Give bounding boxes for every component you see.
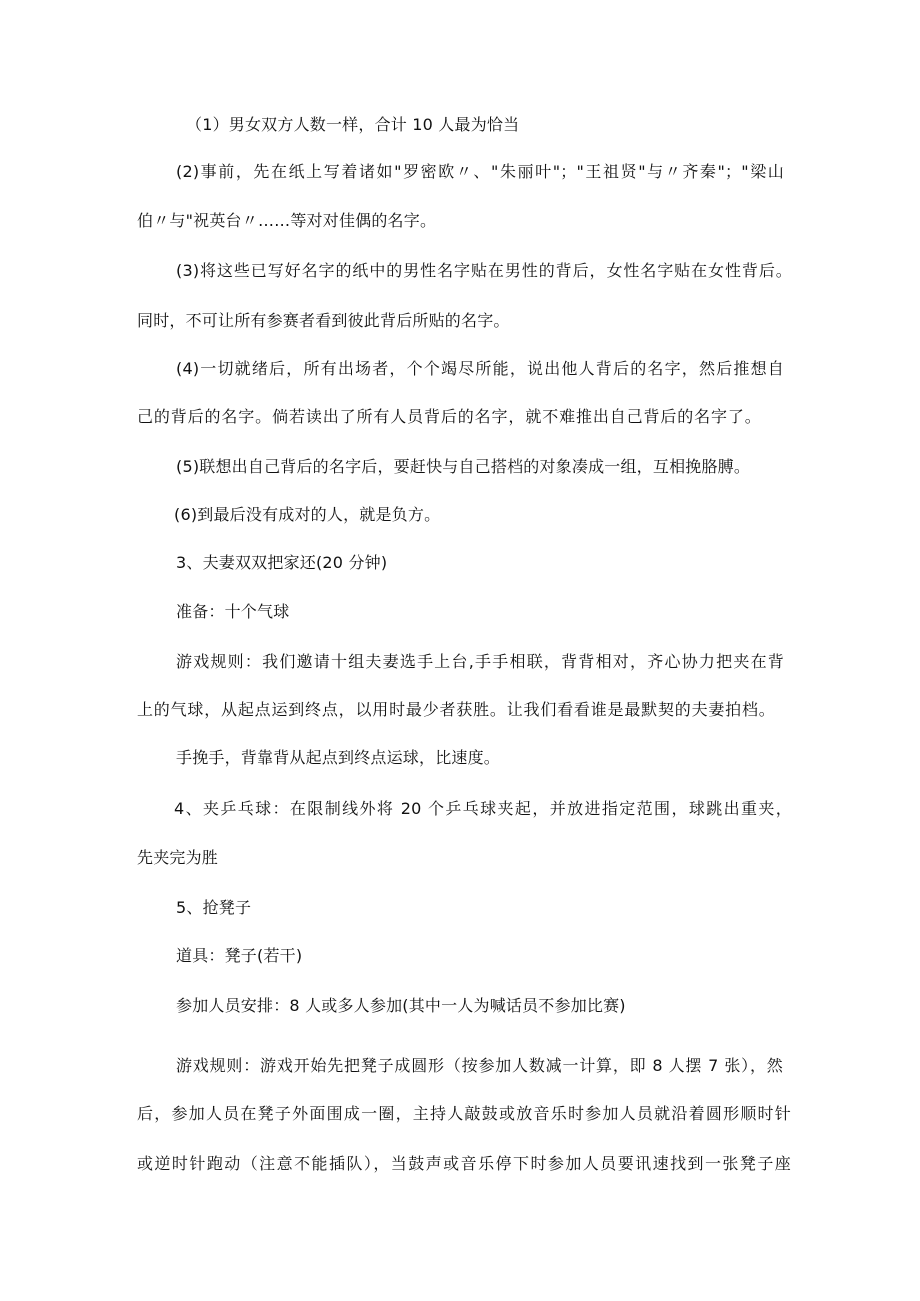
paragraph-line: 手挽手，背靠背从起点到终点运球，比速度。 bbox=[176, 748, 501, 767]
paragraph-line: 上的气球，从起点运到终点，以用时最少者获胜。让我们看看谁是最默契的夫妻拍档。 bbox=[137, 700, 775, 719]
paragraph-line: 先夹完为胜 bbox=[137, 848, 219, 867]
paragraph-line: 参加人员安排：8 人或多人参加(其中一人为喊话员不参加比赛) bbox=[176, 996, 626, 1015]
paragraph-line: (4)一切就绪后，所有出场者，个个竭尽所能，说出他人背后的名字，然后推想自 bbox=[176, 359, 784, 378]
section-heading: 4、夹乒乓球：在限制线外将 20 个乒乓球夹起，并放进指定范围，球跳出重夹， bbox=[174, 799, 792, 818]
paragraph-line: 游戏规则：游戏开始先把凳子成圆形（按参加人数减一计算，即 8 人摆 7 张），然 bbox=[176, 1056, 783, 1075]
paragraph-line: (5)联想出自己背后的名字后，要赶快与自己搭档的对象凑成一组，互相挽胳膊。 bbox=[176, 457, 751, 476]
paragraph-line: （1）男女双方人数一样，合计 10 人最为恰当 bbox=[186, 115, 520, 134]
paragraph-line: 己的背后的名字。倘若读出了所有人员背后的名字，就不难推出自己背后的名字了。 bbox=[137, 407, 761, 426]
paragraph-line: 游戏规则：我们邀请十组夫妻选手上台,手手相联，背背相对，齐心协力把夹在背 bbox=[176, 652, 784, 671]
paragraph-line: 或逆时针跑动（注意不能插队），当鼓声或音乐停下时参加人员要讯速找到一张凳子座 bbox=[137, 1154, 791, 1173]
paragraph-line: 伯〃与"祝英台〃……等对对佳偶的名字。 bbox=[137, 211, 437, 230]
paragraph-line: 准备：十个气球 bbox=[176, 602, 290, 621]
paragraph-line: (2)事前，先在纸上写着诸如"罗密欧〃、"朱丽叶"；"王祖贤"与〃齐秦"；"梁山 bbox=[176, 162, 784, 181]
paragraph-line: 道具：凳子(若干) bbox=[176, 946, 303, 965]
paragraph-line: (6)到最后没有成对的人，就是负方。 bbox=[174, 505, 441, 524]
section-heading: 5、抢凳子 bbox=[176, 898, 252, 917]
paragraph-line: 后，参加人员在凳子外面围成一圈，主持人敲鼓或放音乐时参加人员就沿着圆形顺时针 bbox=[137, 1104, 791, 1123]
paragraph-line: (3)将这些已写好名字的纸中的男性名字贴在男性的背后，女性名字贴在女性背后。 bbox=[176, 261, 792, 280]
paragraph-line: 同时，不可让所有参赛者看到彼此背后所贴的名字。 bbox=[137, 311, 510, 330]
section-heading: 3、夫妻双双把家还(20 分钟) bbox=[176, 553, 388, 572]
